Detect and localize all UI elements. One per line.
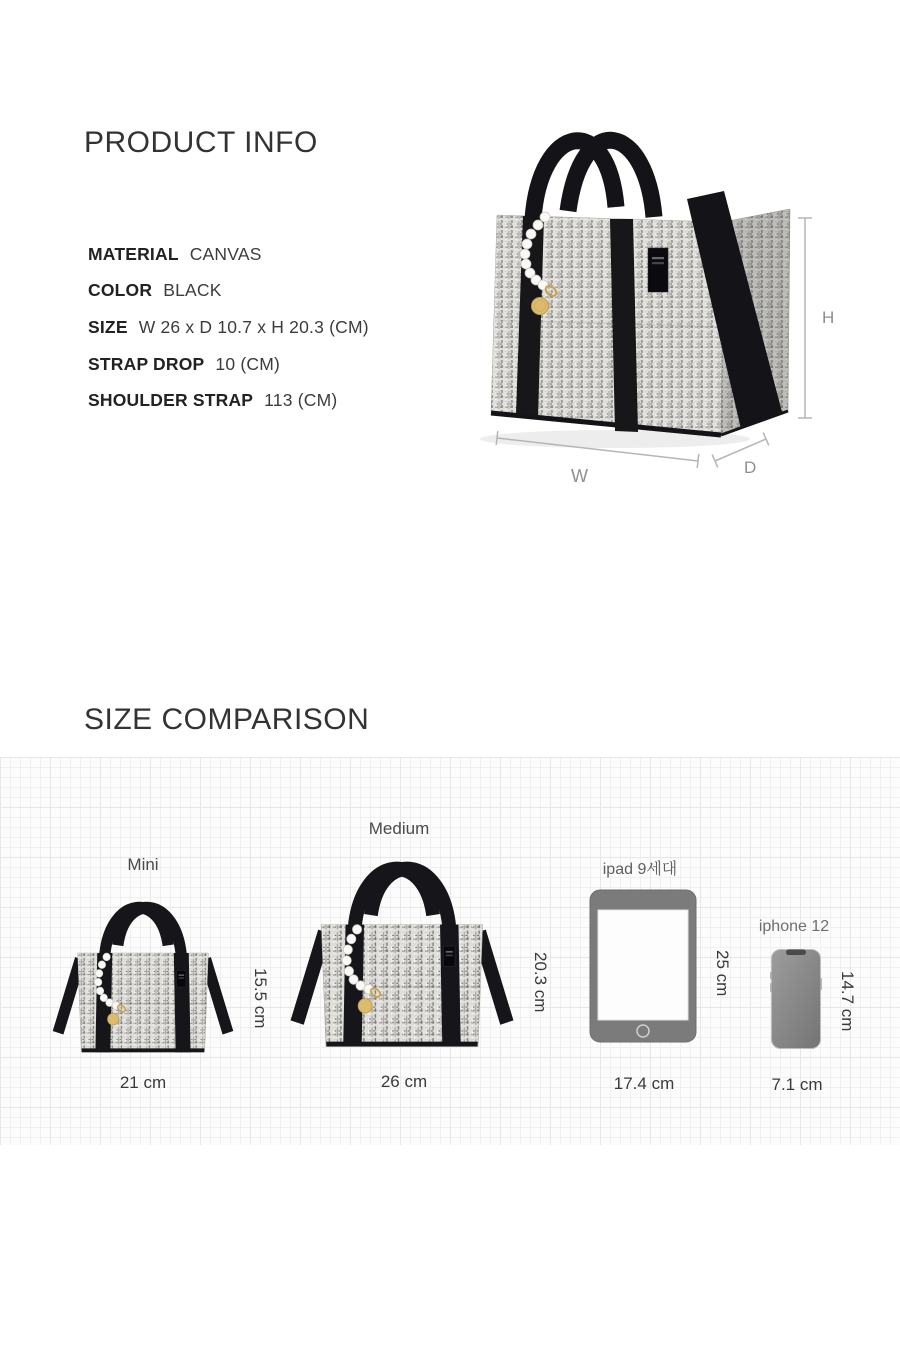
mini-label: Mini (127, 855, 159, 874)
medium-height-measure: 20.3 cm (531, 952, 550, 1013)
medium-width-measure: 26 cm (380, 1072, 428, 1091)
medium-label: Medium (368, 819, 430, 838)
spec-value: 10 (CM) (215, 353, 281, 374)
width-dim-label: W (571, 466, 588, 486)
spec-row-color (88, 273, 369, 310)
depth-dim-label: D (744, 458, 757, 477)
spec-value: CANVAS (189, 243, 262, 264)
ipad-width-measure: 17.4 cm (613, 1074, 675, 1093)
iphone-width-measure: 7.1 cm (771, 1075, 823, 1094)
spec-row-size (88, 309, 369, 346)
spec-list (88, 236, 369, 419)
size-comparison-title: SIZE COMPARISON (84, 702, 370, 736)
iphone-graphic (770, 948, 822, 1050)
product-info-title: PRODUCT INFO (84, 126, 318, 160)
ipad-height-measure: 25 cm (713, 950, 732, 997)
spec-value: BLACK (163, 280, 222, 301)
spec-label: STRAP DROP (88, 353, 205, 374)
iphone-label: iphone 12 (758, 918, 830, 935)
mini-width-measure: 21 cm (119, 1073, 167, 1092)
spec-label: SHOULDER STRAP (88, 390, 254, 411)
spec-label: SIZE (88, 316, 128, 337)
spec-row-material (88, 236, 369, 273)
medium-bag-image (281, 841, 523, 1056)
mini-height-measure: 15.5 cm (251, 968, 270, 1029)
ipad-graphic (588, 888, 704, 1048)
spec-label: COLOR (88, 280, 153, 301)
spec-value: W 26 x D 10.7 x H 20.3 (CM) (138, 316, 369, 337)
mini-bag-image (45, 885, 241, 1060)
spec-label: MATERIAL (88, 243, 179, 264)
spec-row-shoulder-strap (88, 382, 369, 419)
spec-value: 113 (CM) (264, 390, 338, 411)
spec-row-strap-drop (88, 346, 369, 383)
iphone-height-measure: 14.7 cm (838, 971, 857, 1032)
height-dim-label: H (822, 308, 835, 327)
product-bag-image (460, 95, 800, 485)
ipad-label: ipad 9세대 (602, 861, 678, 878)
